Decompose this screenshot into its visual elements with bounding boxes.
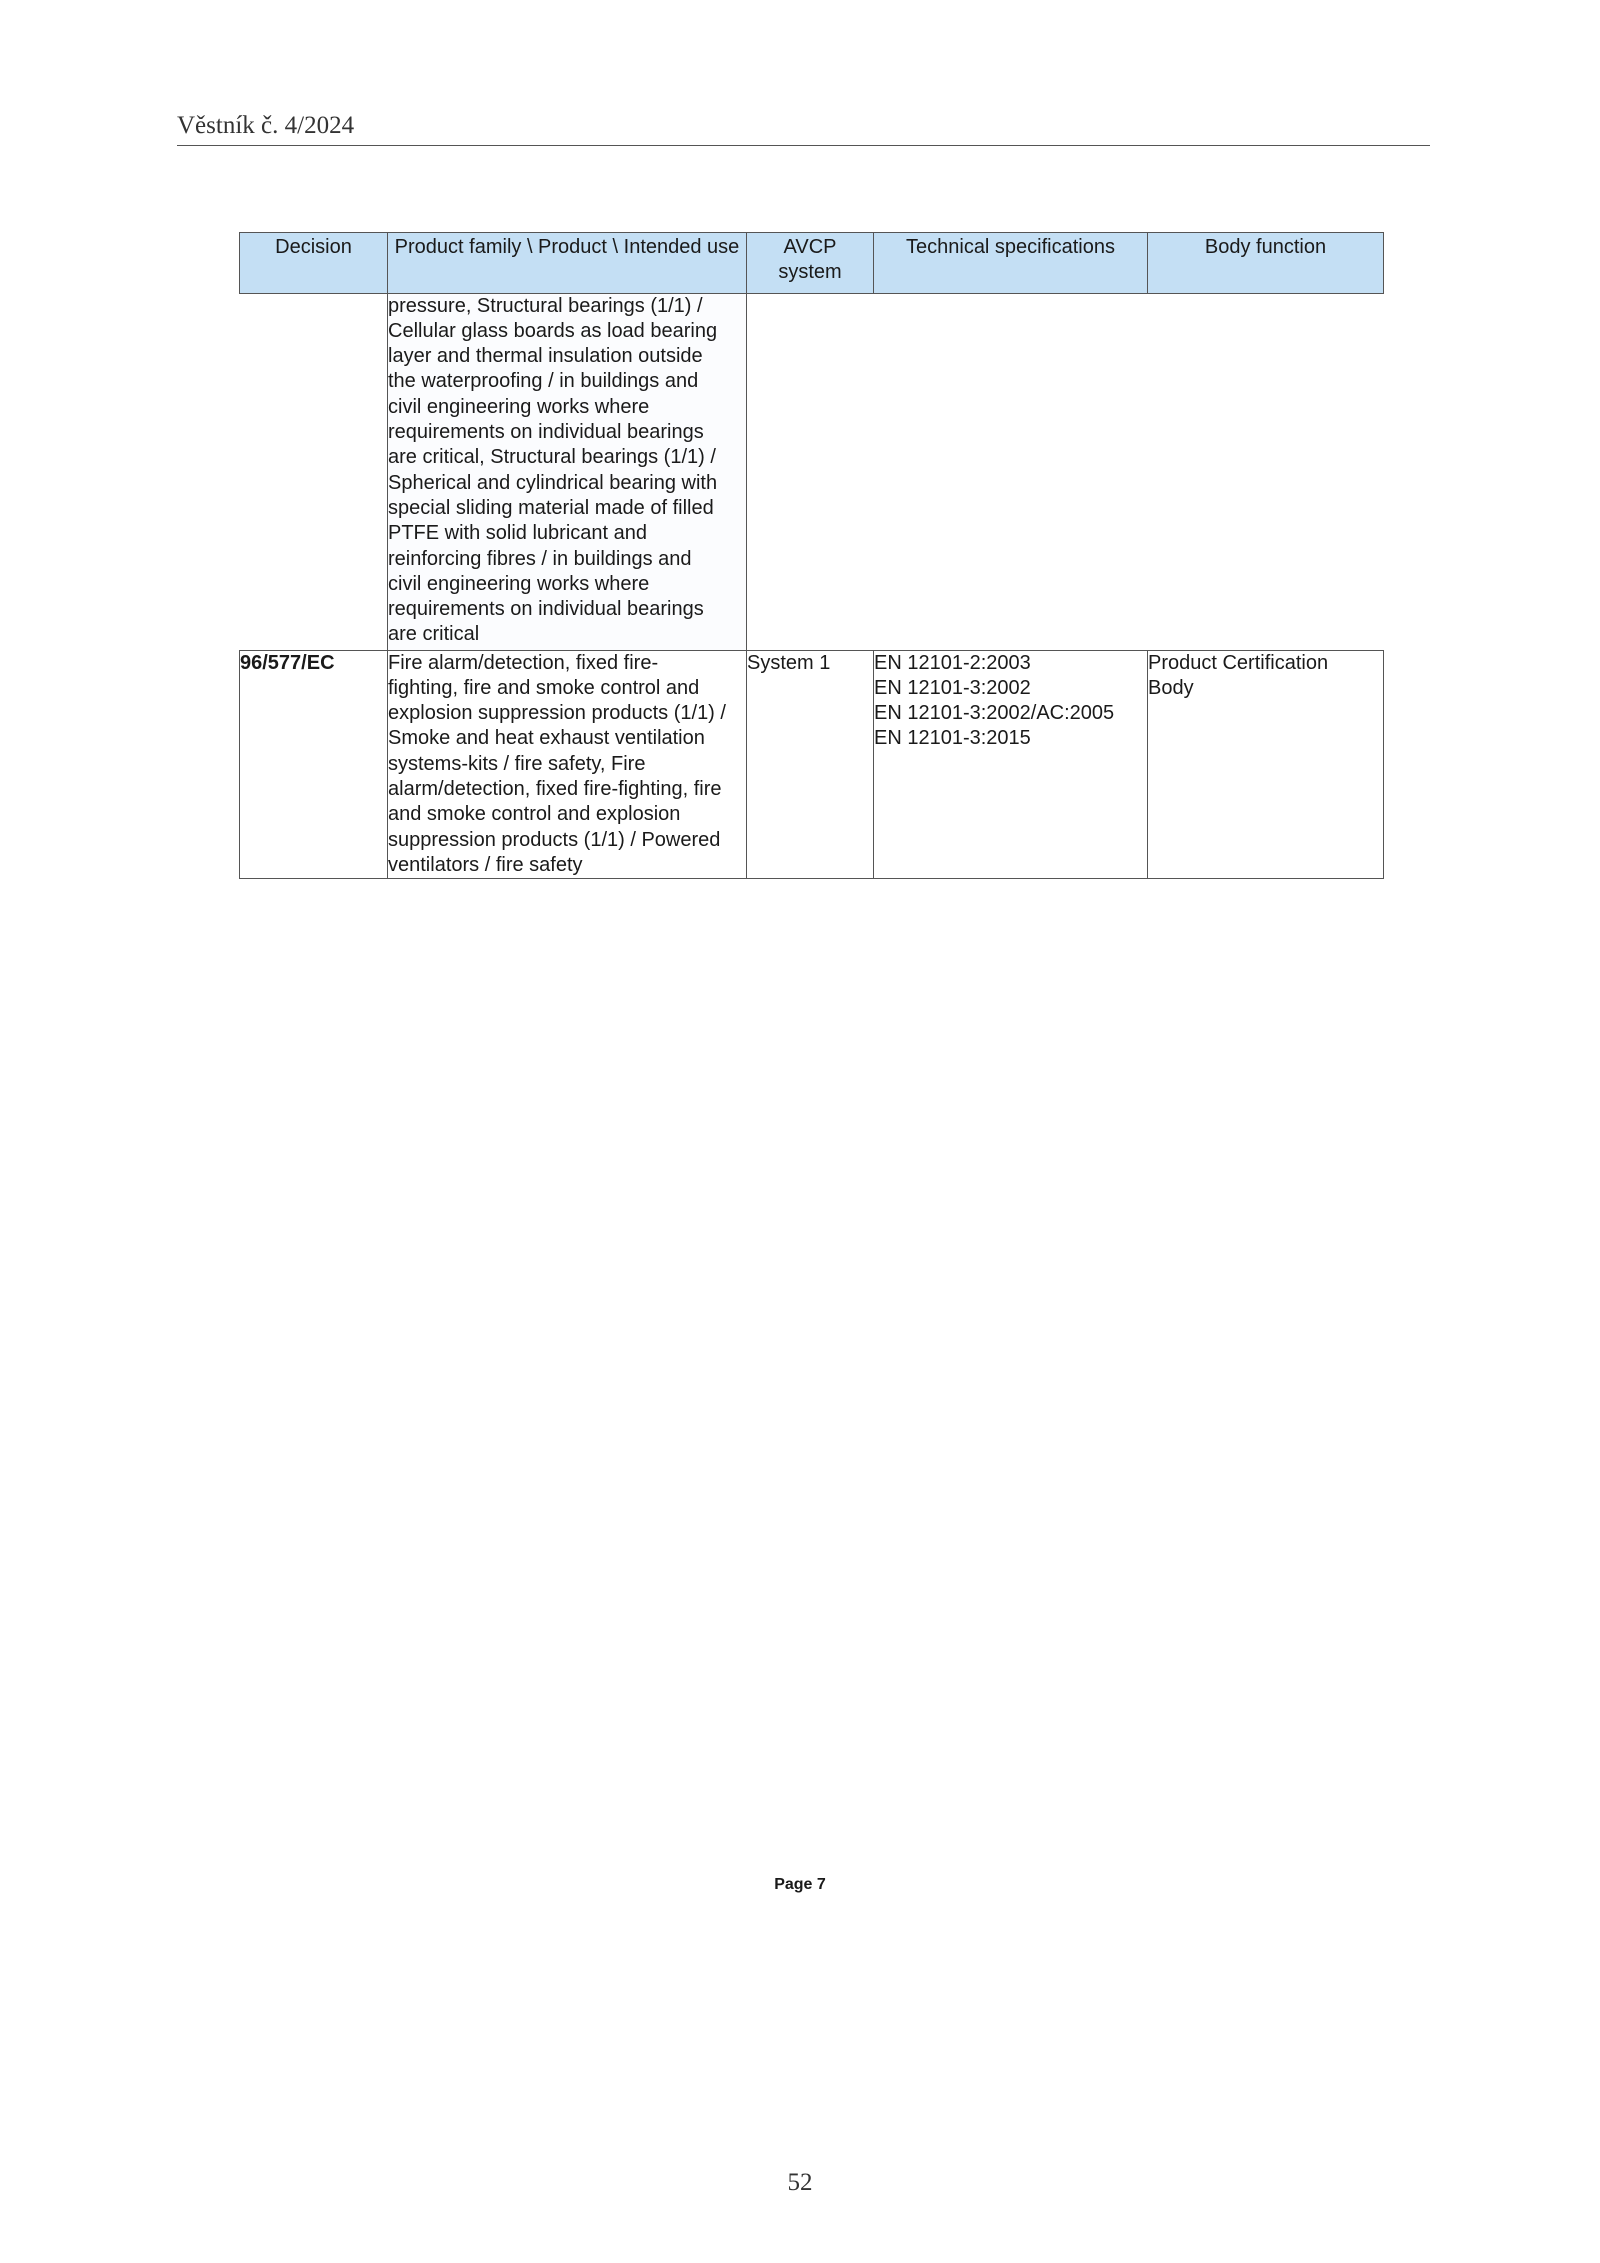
- avcp-cell: System 1: [747, 650, 874, 879]
- column-header-specs: Technical specifications: [874, 233, 1148, 294]
- products-table: [239, 232, 1384, 879]
- product-line: civil engineering works where: [388, 572, 650, 595]
- product-line: reinforcing fibres / in buildings and: [388, 547, 692, 570]
- decision-cell: 96/577/EC: [240, 650, 388, 879]
- body-cell: [1148, 650, 1384, 879]
- column-header-avcp: AVCP system: [747, 233, 874, 294]
- product-line: the waterproofing / in buildings and: [388, 370, 699, 393]
- column-header-decision: Decision: [240, 233, 388, 294]
- spec-line: EN 12101-3:2002: [874, 676, 1031, 699]
- product-line: requirements on individual bearings: [388, 598, 704, 621]
- column-header-product: Product family \ Product \ Intended use: [388, 233, 747, 294]
- product-line: are critical, Structural bearings (1/1) /: [388, 446, 716, 469]
- page-number: 52: [787, 2169, 813, 2196]
- product-line: and smoke control and explosion: [388, 803, 681, 826]
- product-line: ventilators / fire safety: [388, 853, 583, 876]
- page-note: Page 7: [774, 1876, 826, 1893]
- product-line: special sliding material made of filled: [388, 496, 714, 519]
- product-cell: [388, 650, 747, 879]
- specs-cell: [874, 650, 1148, 879]
- header-title: Věstník č. 4/2024: [177, 112, 355, 139]
- body-line: Product Certification: [1148, 651, 1329, 674]
- product-line: pressure, Structural bearings (1/1) /: [388, 294, 703, 317]
- product-line: fighting, fire and smoke control and: [388, 676, 700, 699]
- specs-cell: [874, 293, 1148, 650]
- body-line: Body: [1148, 676, 1194, 699]
- avcp-cell: [747, 293, 874, 650]
- product-line: are critical: [388, 623, 480, 646]
- product-line: alarm/detection, fixed fire-fighting, fire: [388, 778, 722, 801]
- spec-line: EN 12101-3:2002/AC:2005: [874, 702, 1115, 725]
- table-row: [240, 293, 1384, 650]
- decision-cell: [240, 293, 388, 650]
- table-row: [240, 650, 1384, 879]
- product-line: Spherical and cylindrical bearing with: [388, 471, 718, 494]
- product-line: suppression products (1/1) / Powered: [388, 828, 721, 851]
- product-line: systems-kits / fire safety, Fire: [388, 752, 646, 775]
- body-cell: [1148, 293, 1384, 650]
- product-line: explosion suppression products (1/1) /: [388, 702, 726, 725]
- product-line: layer and thermal insulation outside: [388, 345, 703, 368]
- product-line: Smoke and heat exhaust ventilation: [388, 727, 705, 750]
- product-line: requirements on individual bearings: [388, 421, 704, 444]
- product-cell: [388, 293, 747, 650]
- spec-line: EN 12101-3:2015: [874, 727, 1031, 750]
- column-header-body: Body function: [1148, 233, 1384, 294]
- header-divider: [177, 145, 1430, 146]
- product-line: Fire alarm/detection, fixed fire-: [388, 651, 659, 674]
- product-line: PTFE with solid lubricant and: [388, 522, 648, 545]
- spec-line: EN 12101-2:2003: [874, 651, 1031, 674]
- product-line: civil engineering works where: [388, 395, 650, 418]
- product-line: Cellular glass boards as load bearing: [388, 319, 718, 342]
- table-header-row: [240, 233, 1384, 294]
